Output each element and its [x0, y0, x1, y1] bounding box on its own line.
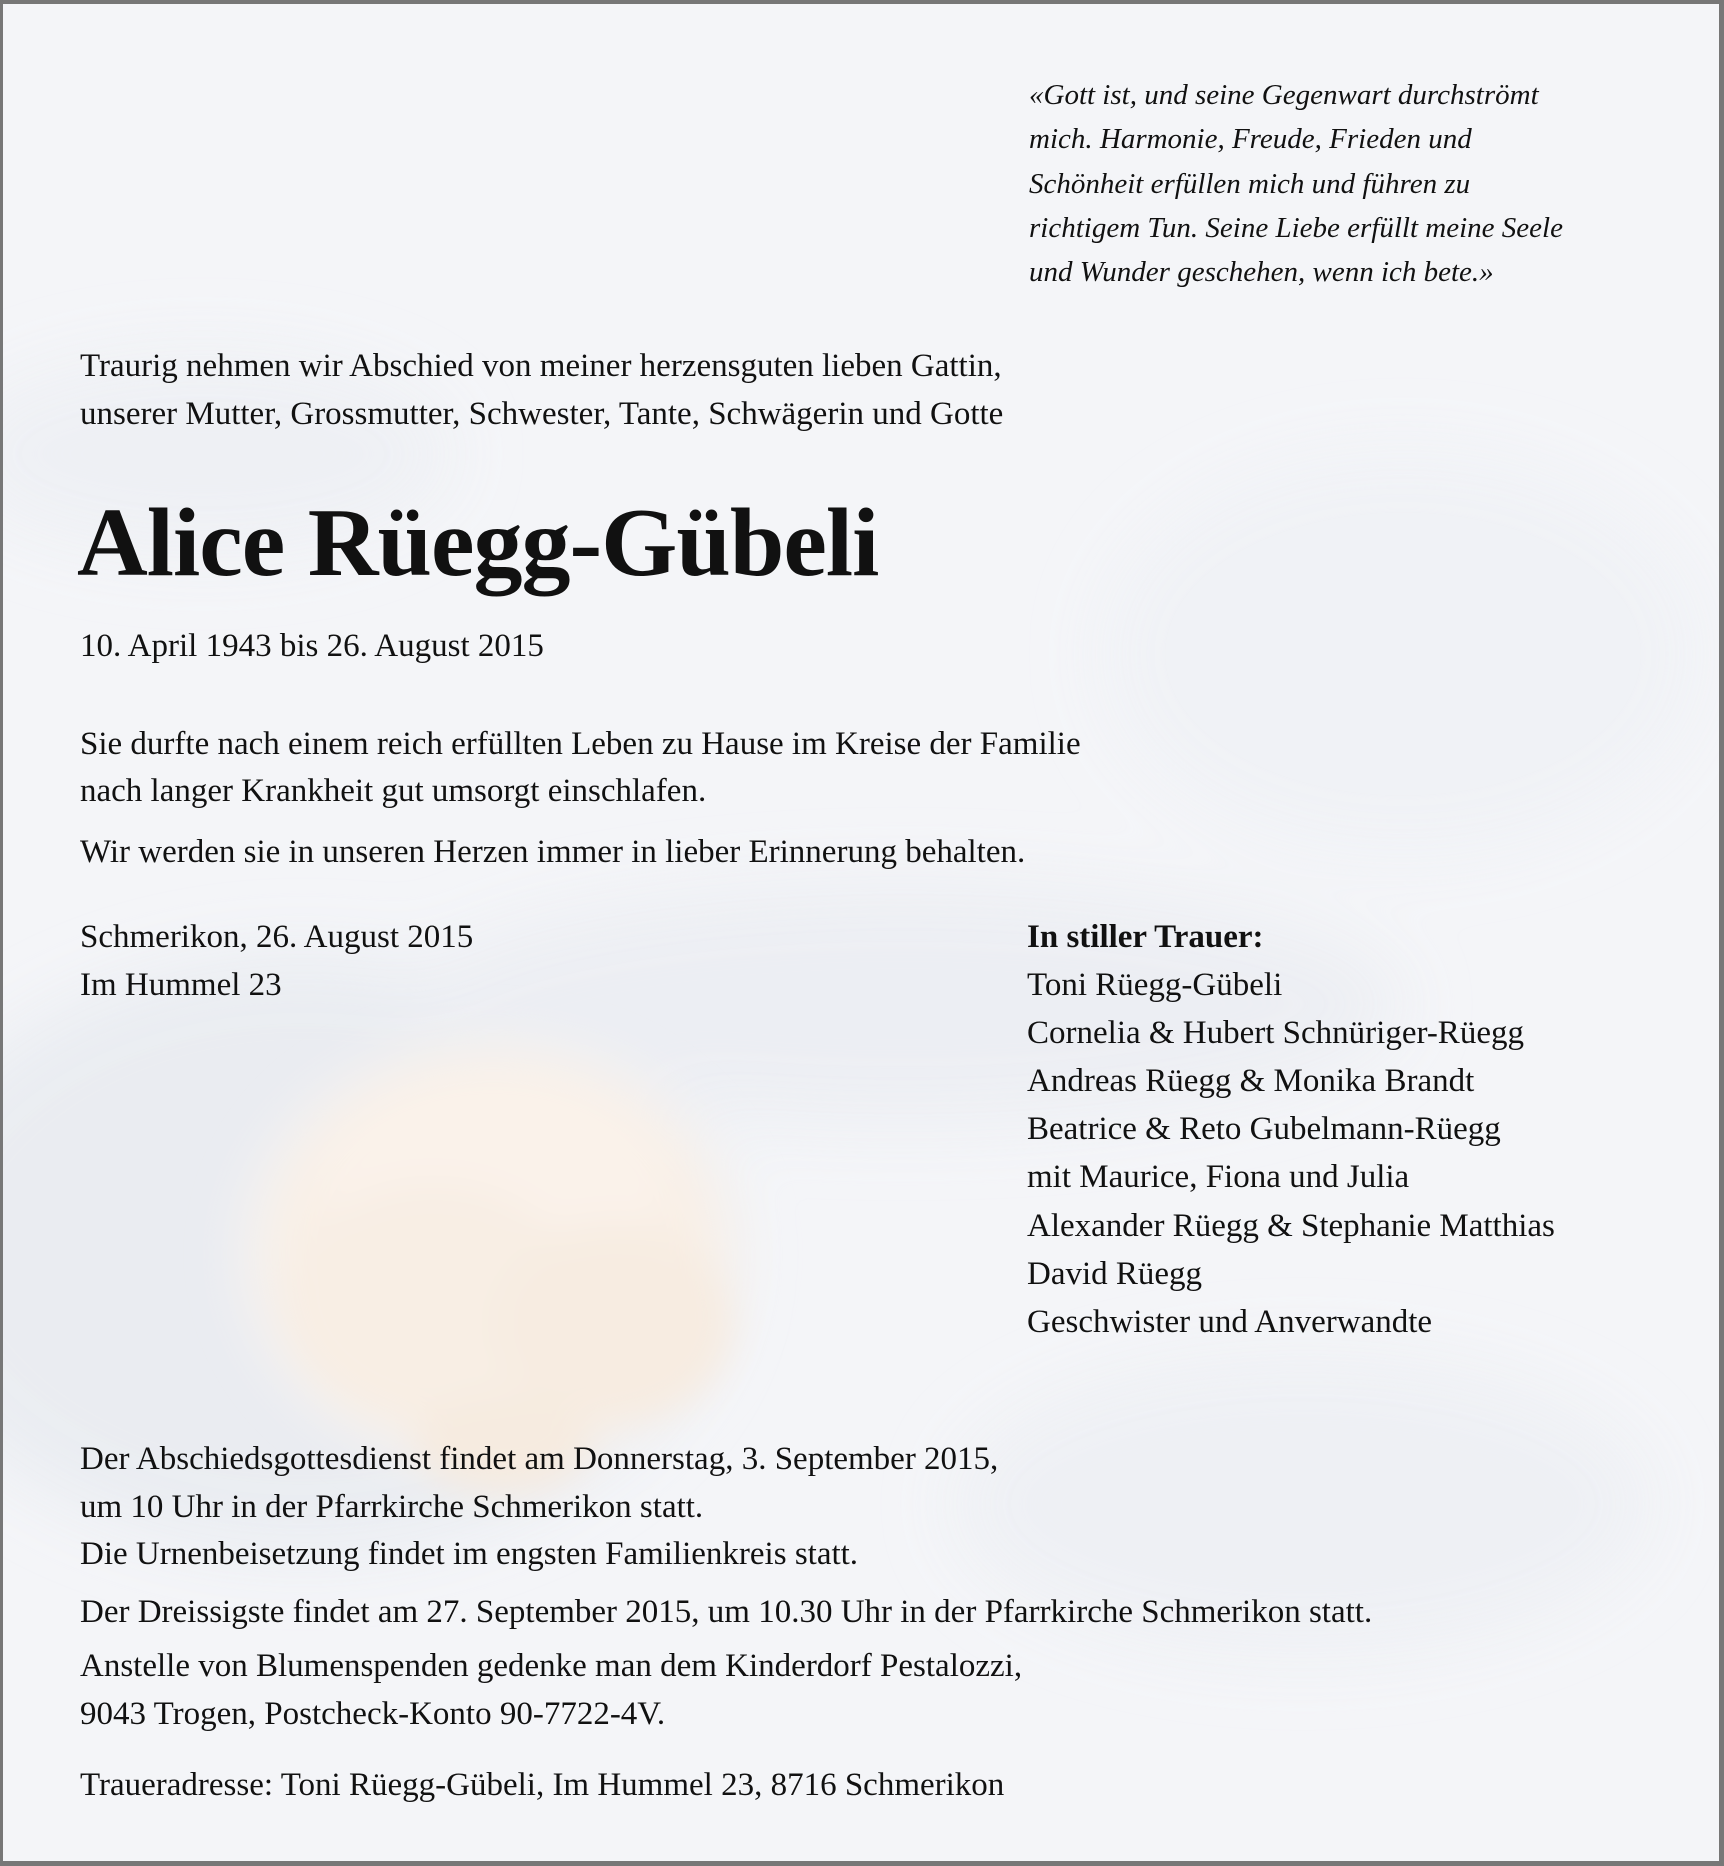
mourner-name: David Rüegg [1027, 1256, 1203, 1292]
mourner-name: Andreas Rüegg & Monika Brandt [1027, 1063, 1475, 1099]
quote-line: richtigem Tun. Seine Liebe erfüllt meine Seele [1029, 212, 1563, 244]
intro-line: Traurig nehmen wir Abschied von meiner herzensguten lieben Gattin, [80, 348, 1002, 384]
deceased-name: Alice Rüegg-Gübeli [77, 489, 879, 597]
quote-line: «Gott ist, und seine Gegenwart durchströmt [1029, 79, 1539, 111]
mourner-name: Beatrice & Reto Gubelmann-Rüegg [1027, 1111, 1501, 1147]
message-line: Wir werden sie in unseren Herzen immer in lieber Erinnerung behalten. [80, 834, 1026, 870]
notice-line: Anstelle von Blumenspenden gedenke man dem Kinderdorf Pestalozzi, [80, 1648, 1023, 1684]
mourner-name: Cornelia & Hubert Schnüriger-Rüegg [1027, 1015, 1524, 1051]
mourners-heading: In stiller Trauer: [1027, 919, 1264, 955]
message-line: nach langer Krankheit gut umsorgt einschlafen. [80, 773, 707, 809]
mourning-address: Traueradresse: Toni Rüegg-Gübeli, Im Hummel 23, 8716 Schmerikon [80, 1767, 1005, 1803]
mourner-name: mit Maurice, Fiona und Julia [1027, 1159, 1410, 1195]
mourner-name: Toni Rüegg-Gübeli [1027, 967, 1283, 1003]
notice-line: Der Abschiedsgottesdienst findet am Donnerstag, 3. September 2015, [80, 1441, 999, 1477]
intro-line: unserer Mutter, Grossmutter, Schwester, Tante, Schwägerin und Gotte [80, 396, 1004, 432]
message-line: Sie durfte nach einem reich erfüllten Leben zu Hause im Kreise der Familie [80, 726, 1081, 762]
notice-line: um 10 Uhr in der Pfarrkirche Schmerikon statt. [80, 1489, 704, 1525]
quote-line: mich. Harmonie, Freude, Frieden und [1029, 123, 1472, 155]
place-line: Schmerikon, 26. August 2015 [80, 919, 474, 955]
quote-line: Schönheit erfüllen mich und führen zu [1029, 168, 1471, 200]
quote-line: und Wunder geschehen, wenn ich bete.» [1029, 256, 1494, 288]
notice-line: 9043 Trogen, Postcheck-Konto 90-7722-4V. [80, 1696, 666, 1732]
mourner-name: Geschwister und Anverwandte [1027, 1304, 1433, 1340]
mourner-name: Alexander Rüegg & Stephanie Matthias [1027, 1208, 1555, 1244]
notice-line: Der Dreissigste findet am 27. September 2015, um 10.30 Uhr in der Pfarrkirche Schmerikon statt. [80, 1594, 1373, 1630]
notice-line: Die Urnenbeisetzung findet im engsten Familienkreis statt. [80, 1536, 859, 1572]
life-dates: 10. April 1943 bis 26. August 2015 [80, 628, 544, 664]
obituary-page [3, 4, 1719, 1861]
place-line: Im Hummel 23 [80, 967, 282, 1003]
